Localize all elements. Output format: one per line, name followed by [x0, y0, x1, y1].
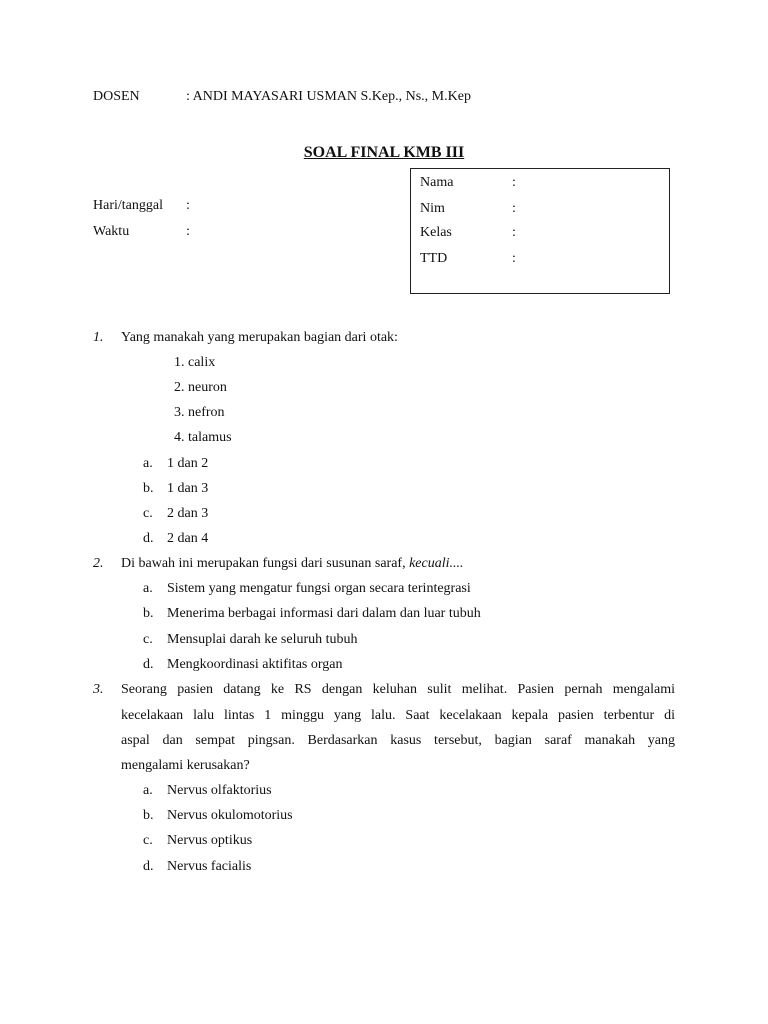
- nim-field: :: [512, 201, 516, 216]
- question-number: 3.: [93, 682, 104, 697]
- option-letter: b.: [143, 606, 154, 621]
- option-text: 2 dan 3: [167, 506, 209, 521]
- day-date-label: Hari/tanggal: [93, 198, 163, 213]
- lecturer-label: DOSEN: [93, 89, 140, 104]
- day-date-colon: :: [186, 198, 190, 213]
- option-text: 2 dan 4: [167, 531, 209, 546]
- time-label: Waktu: [93, 224, 130, 239]
- option-letter: b.: [143, 808, 154, 823]
- signature-field: :: [512, 251, 516, 266]
- question-text: [121, 557, 464, 571]
- class-label: Kelas: [420, 225, 452, 240]
- question-text-line: mengalami kerusakan?: [121, 758, 250, 773]
- question-text-line: Seorang pasien datang ke RS dengan keluhan sulit melihat. Pasien pernah mengalami: [121, 682, 675, 697]
- question-text-line: aspal dan sempat pingsan. Berdasarkan kasus tersebut, bagian saraf manakah yang: [121, 733, 675, 748]
- option-letter: b.: [143, 481, 154, 496]
- statement-item: 2. neuron: [174, 380, 227, 395]
- name-label: Nama: [420, 175, 454, 190]
- option-letter: d.: [143, 859, 154, 874]
- option-text: Nervus optikus: [167, 833, 253, 848]
- option-letter: a.: [143, 456, 153, 471]
- student-identity-box: [410, 168, 670, 294]
- option-letter: c.: [143, 833, 153, 848]
- name-field: :: [512, 175, 516, 190]
- option-letter: d.: [143, 657, 154, 672]
- option-text: 1 dan 2: [167, 456, 209, 471]
- question-text: Yang manakah yang merupakan bagian dari otak:: [121, 330, 398, 345]
- exam-title: SOAL FINAL KMB III: [303, 144, 465, 161]
- time-colon: :: [186, 224, 190, 239]
- option-text: Sistem yang mengatur fungsi organ secara terintegrasi: [167, 581, 471, 596]
- class-field: :: [512, 225, 516, 240]
- question-text-line: kecelakaan lalu lintas 1 minggu yang lalu. Saat kecelakaan kepala pasien terbentur di: [121, 708, 675, 723]
- lecturer-name: : ANDI MAYASARI USMAN S.Kep., Ns., M.Kep: [186, 89, 471, 104]
- statement-item: 1. calix: [174, 355, 216, 370]
- option-letter: a.: [143, 783, 153, 798]
- question-text-main: Di bawah ini merupakan fungsi dari susunan saraf,: [121, 556, 410, 571]
- option-letter: c.: [143, 506, 153, 521]
- question-text-emphasis: kecuali....: [409, 556, 464, 571]
- option-text: 1 dan 3: [167, 481, 209, 496]
- option-text: Mengkoordinasi aktifitas organ: [167, 657, 343, 672]
- signature-label: TTD: [420, 251, 448, 266]
- question-number: 1.: [93, 330, 104, 345]
- option-text: Mensuplai darah ke seluruh tubuh: [167, 632, 358, 647]
- option-text: Nervus okulomotorius: [167, 808, 293, 823]
- statement-item: 3. nefron: [174, 405, 225, 420]
- statement-item: 4. talamus: [174, 430, 232, 445]
- option-letter: c.: [143, 632, 153, 647]
- question-number: 2.: [93, 556, 104, 571]
- option-letter: d.: [143, 531, 154, 546]
- option-text: Nervus olfaktorius: [167, 783, 272, 798]
- option-text: Menerima berbagai informasi dari dalam dan luar tubuh: [167, 606, 481, 621]
- option-letter: a.: [143, 581, 153, 596]
- nim-label: Nim: [420, 201, 445, 216]
- option-text: Nervus facialis: [167, 859, 252, 874]
